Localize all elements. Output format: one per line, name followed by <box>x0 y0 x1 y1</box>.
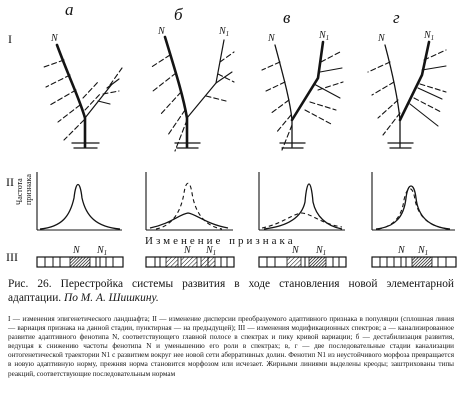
y-axis-label-line1: Частота <box>15 178 24 205</box>
spectrum-b <box>146 245 234 267</box>
landscape-g <box>368 42 446 148</box>
spectrum-b-label-n: N <box>184 245 191 256</box>
spectrum-v <box>259 245 346 267</box>
spectrum-a <box>37 245 123 267</box>
tree-g-label-n: N <box>378 33 385 44</box>
variation-curve-b <box>146 172 233 230</box>
column-label-b: б <box>174 5 183 24</box>
spectrum-g-label-n1: $N_1$ <box>418 245 429 257</box>
spectrum-g-label-n: N <box>398 245 405 256</box>
tree-a-label-n: N <box>51 33 58 44</box>
spectrum-g <box>372 245 456 267</box>
spectrum-a-label-n1: $N_1$ <box>97 245 108 257</box>
spectrum-v-label-n1: $N_1$ <box>316 245 327 257</box>
landscape-b <box>150 37 234 151</box>
tree-v-label-n: N <box>268 33 275 44</box>
x-axis-label: Изменение признака <box>145 235 296 247</box>
landscape-a <box>44 45 122 148</box>
caption-author: По М. А. Шишкину. <box>64 291 159 304</box>
column-label-v: в <box>283 8 291 27</box>
y-axis-label-line2: признака <box>24 174 33 205</box>
figure-legend: I — изменения эпигенетического ландшафта; II — изменение дисперсии преобразуемого адаптивного признака в популяции (сплошная линия — вариация признака на данной стадии, пунктирная — на предыдущей); III — изменения модификационных спектров; а — канализированное развитие адаптивного фенотипа N, соответствующего главной полосе в спектрах и пику кривой вариации; б — дестабилизация развития, ведущая к снижению частоты фенотипа N и уменьшению его роли в спектрах; в, г — две последовательные стадии канализации онтогенетической траектории N1 с развитием вокруг нее новой сети аберративных долин. Фенотип N1 из неустойчивого морфоза превращается в новую адаптивную норму, прежняя норма становится морфозом или исчезает. Жирными линиями выделены креоды; заштрихованы типы реакций, соответствующие последовательным нормам <box>8 315 454 378</box>
row-label-2: II <box>6 175 14 189</box>
variation-curve-v <box>259 172 345 230</box>
column-label-g: г <box>393 8 400 27</box>
tree-g-label-n1: $N_1$ <box>424 30 435 42</box>
tree-v-label-n1: $N_1$ <box>319 30 330 42</box>
landscape-v <box>262 42 343 150</box>
spectrum-a-label-n: N <box>73 245 80 256</box>
spectrum-b-label-n1: $N_1$ <box>206 245 217 257</box>
variation-curve-a <box>37 172 122 230</box>
row-label-1: I <box>8 32 12 46</box>
spectrum-v-label-n: N <box>292 245 299 256</box>
tree-b-label-n: N <box>158 26 165 37</box>
variation-curve-g <box>372 172 455 230</box>
column-label-a: а <box>65 0 74 19</box>
tree-b-label-n1: $N_1$ <box>219 26 230 38</box>
figure-caption <box>8 278 454 305</box>
row-label-3: III <box>6 250 18 264</box>
caption-text: Рис. 26. Перестройка системы развития в ходе становления новой элементарной адаптации. <box>8 278 454 304</box>
